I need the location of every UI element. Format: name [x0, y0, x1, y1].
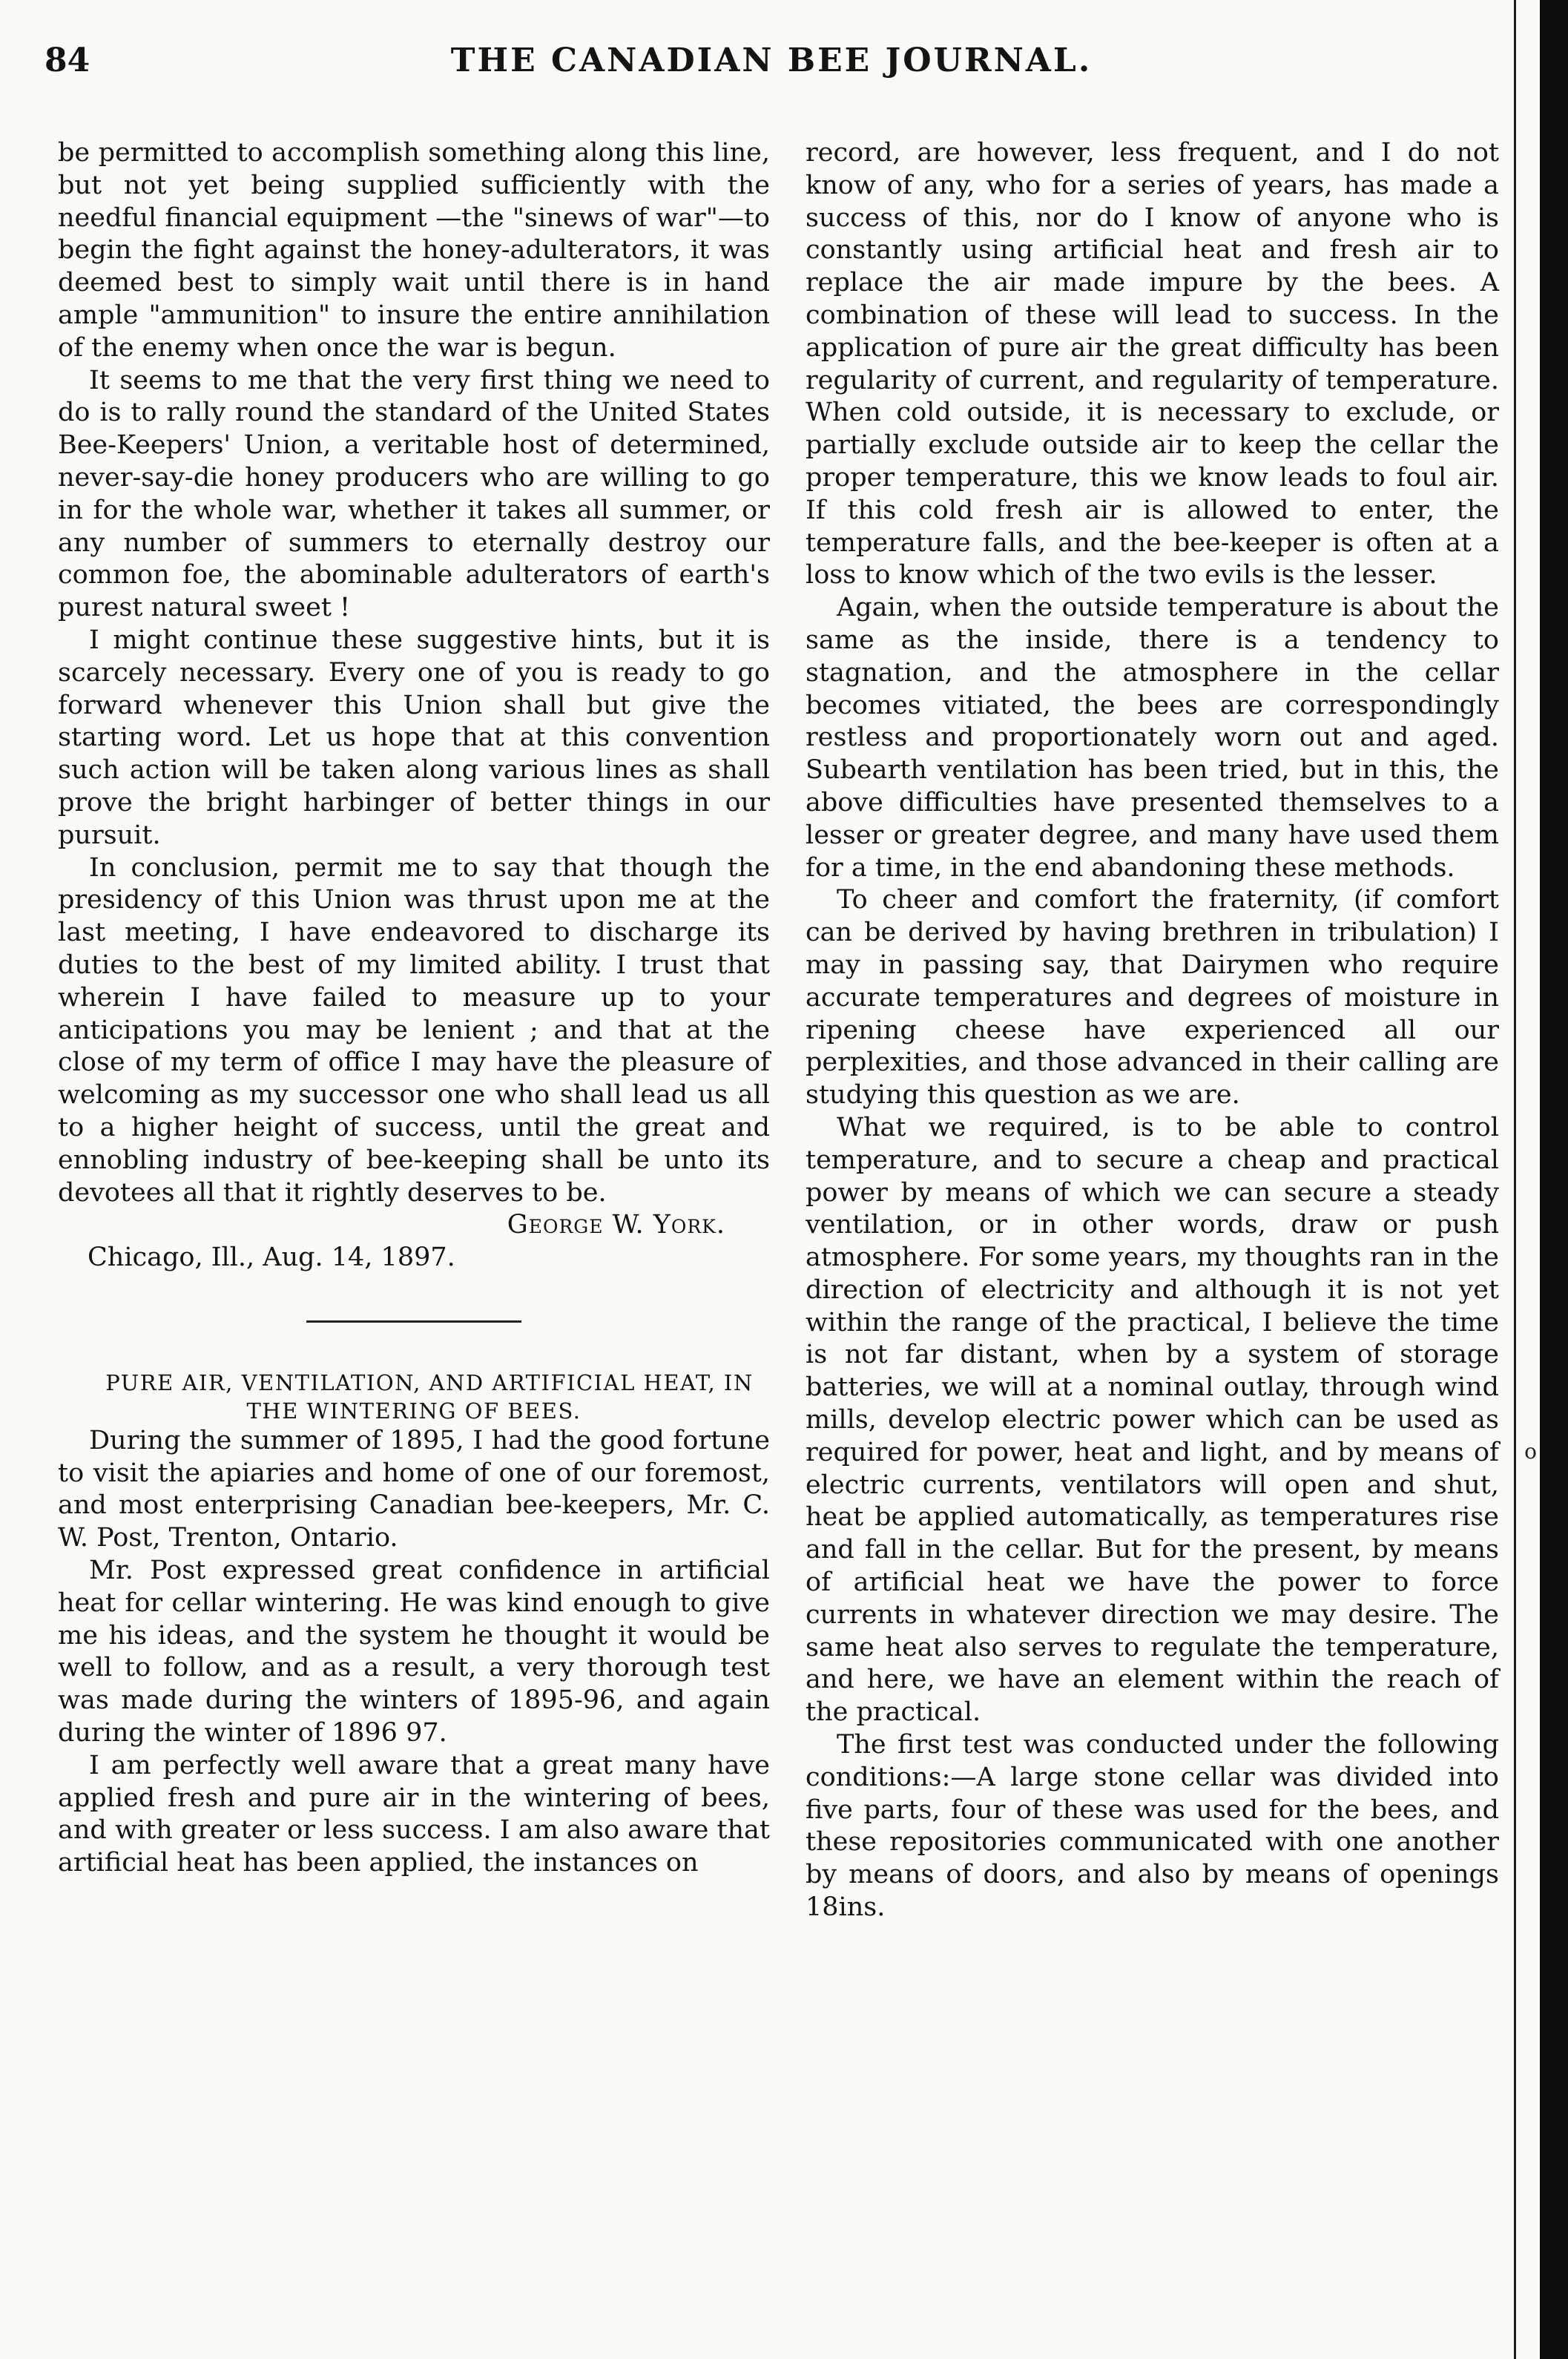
- right-column: [806, 137, 1499, 1924]
- signature-place-date: Chicago, Ill., Aug. 14, 1897.: [88, 1243, 455, 1273]
- paragraph: be permitted to accomplish something along this line, but not yet being supplied sufficiently with the needful financial equipment —the "sinews of war"—to begin the fight against the honey-adulterators, it was deemed best to simply wait until there is in hand ample "ammunition" to insure the entire annihilation of the enemy when once the war is begun.: [58, 138, 770, 363]
- paragraph: It seems to me that the very first thing we need to do is to rally round the standard of the United States Bee-Keepers' Union, a veritable host of determined, never-say-die honey producers who are willing to go in for the whole war, whether it takes all summer, or any number of summers to eternally destroy our common foe, the abominable adulterators of earth's purest natural sweet !: [58, 365, 770, 623]
- section-divider: [306, 1320, 521, 1323]
- paragraph: The first test was conducted under the following conditions:—A large stone cellar was divided into five parts, four of these was used for the bees, and these repositories communicated with one another by means of doors, and also by means of openings 18ins.: [806, 1730, 1499, 1923]
- scan-edge-shadow: [1540, 0, 1568, 2359]
- paragraph: What we required, is to be able to control temperature, and to secure a cheap and practical power by means of which we can secure a steady ventilation, or in other words, draw or push atmosphere. For some years, my thoughts ran in the direction of electricity and although it is not yet within the range of the practical, I believe the time is not far distant, when by a system of storage batteries, we will at a nominal outlay, through wind mills, develop electric power which can be used as required for power, heat and light, and by means of electric currents, ventilators will open and shut, heat be applied automatically, as temperatures rise and fall in the cellar. But for the present, by means of artificial heat we have the power to force currents in whatever direction we may desire. The same heat also serves to regulate the temperature, and here, we have an element within the reach of the practical.: [806, 1112, 1499, 1728]
- paragraph: I might continue these suggestive hints, but it is scarcely necessary. Every one of you is ready to go forward whenever this Union shall but give the starting word. Let us hope that at this convention such action will be taken along various lines as shall prove the bright harbinger of better things in our pursuit.: [58, 625, 770, 850]
- paragraph: record, are however, less frequent, and I do not know of any, who for a series of years, has made a success of this, nor do I know of anyone who is constantly using artificial heat and fresh air to replace the air made impure by the bees. A combination of these will lead to success. In the application of pure air the great difficulty has been regularity of current, and regularity of temperature. When cold outside, it is necessary to exclude, or partially exclude outside air to keep the cellar the proper temperature, this we know leads to foul air. If this cold fresh air is allowed to enter, the temperature falls, and the bee-keeper is often at a loss to know which of the two evils is the lesser.: [806, 138, 1499, 590]
- author-signature: George W. York.: [507, 1210, 725, 1240]
- paragraph: Mr. Post expressed great confidence in artificial heat for cellar wintering. He was kind enough to give me his ideas, and the system he thought it would be well to follow, and as a result, a very thorough test was made during the winters of 1895-96, and again during the winter of 1896 97.: [58, 1556, 770, 1748]
- running-header: [45, 42, 1498, 86]
- paragraph: During the summer of 1895, I had the good fortune to visit the apiaries and home of one of our foremost, and most enterprising Canadian bee-keepers, Mr. C. W. Post, Trenton, Ontario.: [58, 1425, 770, 1553]
- margin-mark: o: [1524, 1439, 1537, 1464]
- article-heading: PURE AIR, VENTILATION, AND ARTIFICIAL HEAT, IN THE WINTERING OF BEES.: [105, 1369, 754, 1424]
- page-gutter-line: [1514, 0, 1516, 2359]
- page-number: 84: [45, 42, 90, 79]
- left-column: [58, 137, 770, 1880]
- paragraph: To cheer and comfort the fraternity, (if comfort can be derived by having brethren in tribulation) I may in passing say, that Dairymen who require accurate temperatures and degrees of moisture in ripening cheese have experienced all our perplexities, and those advanced in their calling are studying this question as we are.: [806, 885, 1499, 1111]
- paragraph: I am perfectly well aware that a great many have applied fresh and pure air in the wintering of bees, and with greater or less success. I am also aware that artificial heat has been applied, the instances on: [58, 1750, 770, 1878]
- journal-title: THE CANADIAN BEE JOURNAL.: [450, 42, 1093, 79]
- paragraph: Again, when the outside temperature is about the same as the inside, there is a tendency to stagnation, and the atmosphere in the cellar becomes vitiated, the bees are correspondingly restless and proportionately worn out and aged. Subearth ventilation has been tried, but in this, the above difficulties have presented themselves to a lesser or greater degree, and many have used them for a time, in the end abandoning these methods.: [806, 593, 1499, 883]
- paragraph: In conclusion, permit me to say that though the presidency of this Union was thrust upon me at the last meeting, I have endeavored to discharge its duties to the best of my limited ability. I trust that wherein I have failed to measure up to your anticipations you may be lenient ; and that at the close of my term of office I may have the pleasure of welcoming as my successor one who shall lead us all to a higher height of success, until the great and ennobling industry of bee-keeping shall be unto its devotees all that it rightly deserves to be.: [58, 852, 770, 1208]
